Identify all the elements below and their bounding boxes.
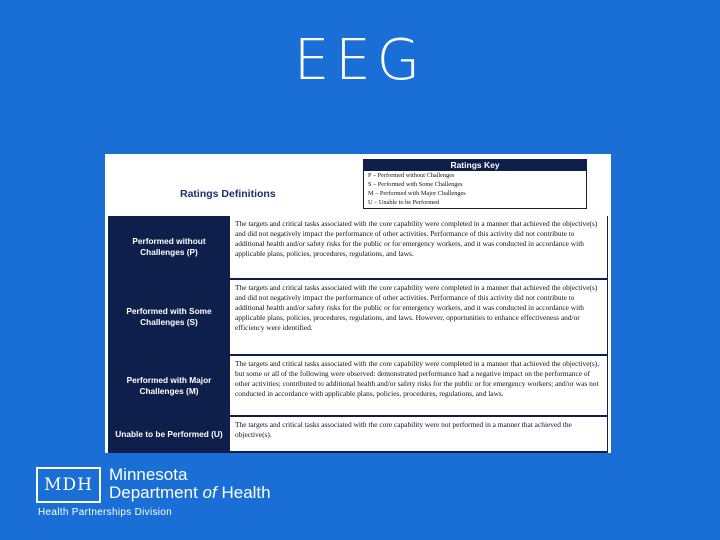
rating-definition: The targets and critical tasks associated with the core capability were completed in a manner that achieved the objective(s) and did not negatively impact the performance of other activities. Performance of this activity did not contribute to additional health and/or safety risks for the public or for emergency workers, and it was conducted in accordance with applicable plans, policies, procedures, regulations, and laws. However, opportunities to enhance effectiveness and/or efficiency were identified. bbox=[230, 280, 608, 354]
ratings-key-title: Ratings Key bbox=[364, 160, 586, 171]
table-row bbox=[108, 280, 608, 356]
rating-definition: The targets and critical tasks associated with the core capability were completed in a manner that achieved the objective(s), but some or all of the following were observed: demonstrated performance had a negative impact on the performance of other activities; contributed to additional health and/or safety risks for the public or for emergency workers; and/or was not conducted in accordance with applicable plans, policies, procedures, regulations, and laws. bbox=[230, 356, 608, 415]
logo-name-part: Department bbox=[109, 483, 203, 502]
ratings-table bbox=[108, 216, 608, 453]
logo-name-part: Health bbox=[216, 483, 271, 502]
logo-name-line2 bbox=[109, 483, 271, 503]
ratings-document bbox=[105, 154, 611, 453]
rating-label: Performed with Some Challenges (S) bbox=[108, 280, 230, 354]
logo-name-line1: Minnesota bbox=[109, 465, 188, 484]
rating-definition: The targets and critical tasks associated with the core capability were not performed in a manner that achieved the objective(s). bbox=[230, 417, 608, 451]
document-heading: Ratings Definitions bbox=[180, 188, 276, 200]
division-name: Health Partnerships Division bbox=[38, 507, 173, 518]
ratings-key-line: S – Performed with Some Challenges bbox=[368, 181, 463, 188]
table-row bbox=[108, 417, 608, 453]
ratings-key bbox=[363, 159, 587, 209]
rating-definition: The targets and critical tasks associated with the core capability were completed in a manner that achieved the objective(s) and did not negatively impact the performance of other activities. Performance of this activity did not contribute to additional health and/or safety risks for the public or for emergency workers, and it was conducted in accordance with applicable plans, policies, procedures, regulations, and laws. bbox=[230, 216, 608, 278]
rating-label: Performed without Challenges (P) bbox=[108, 216, 230, 278]
mdh-logo-mark: MDH bbox=[36, 467, 101, 503]
table-row bbox=[108, 356, 608, 417]
ratings-key-line: U – Unable to be Performed bbox=[368, 199, 440, 206]
table-row bbox=[108, 216, 608, 280]
rating-label: Unable to be Performed (U) bbox=[108, 417, 230, 451]
slide-title: EEG bbox=[293, 28, 427, 93]
mdh-logo bbox=[36, 465, 296, 525]
ratings-key-line: P – Performed without Challenges bbox=[368, 172, 455, 179]
rating-label: Performed with Major Challenges (M) bbox=[108, 356, 230, 415]
ratings-key-line: M – Performed with Major Challenges bbox=[368, 190, 466, 197]
logo-name-part: of bbox=[202, 483, 217, 502]
